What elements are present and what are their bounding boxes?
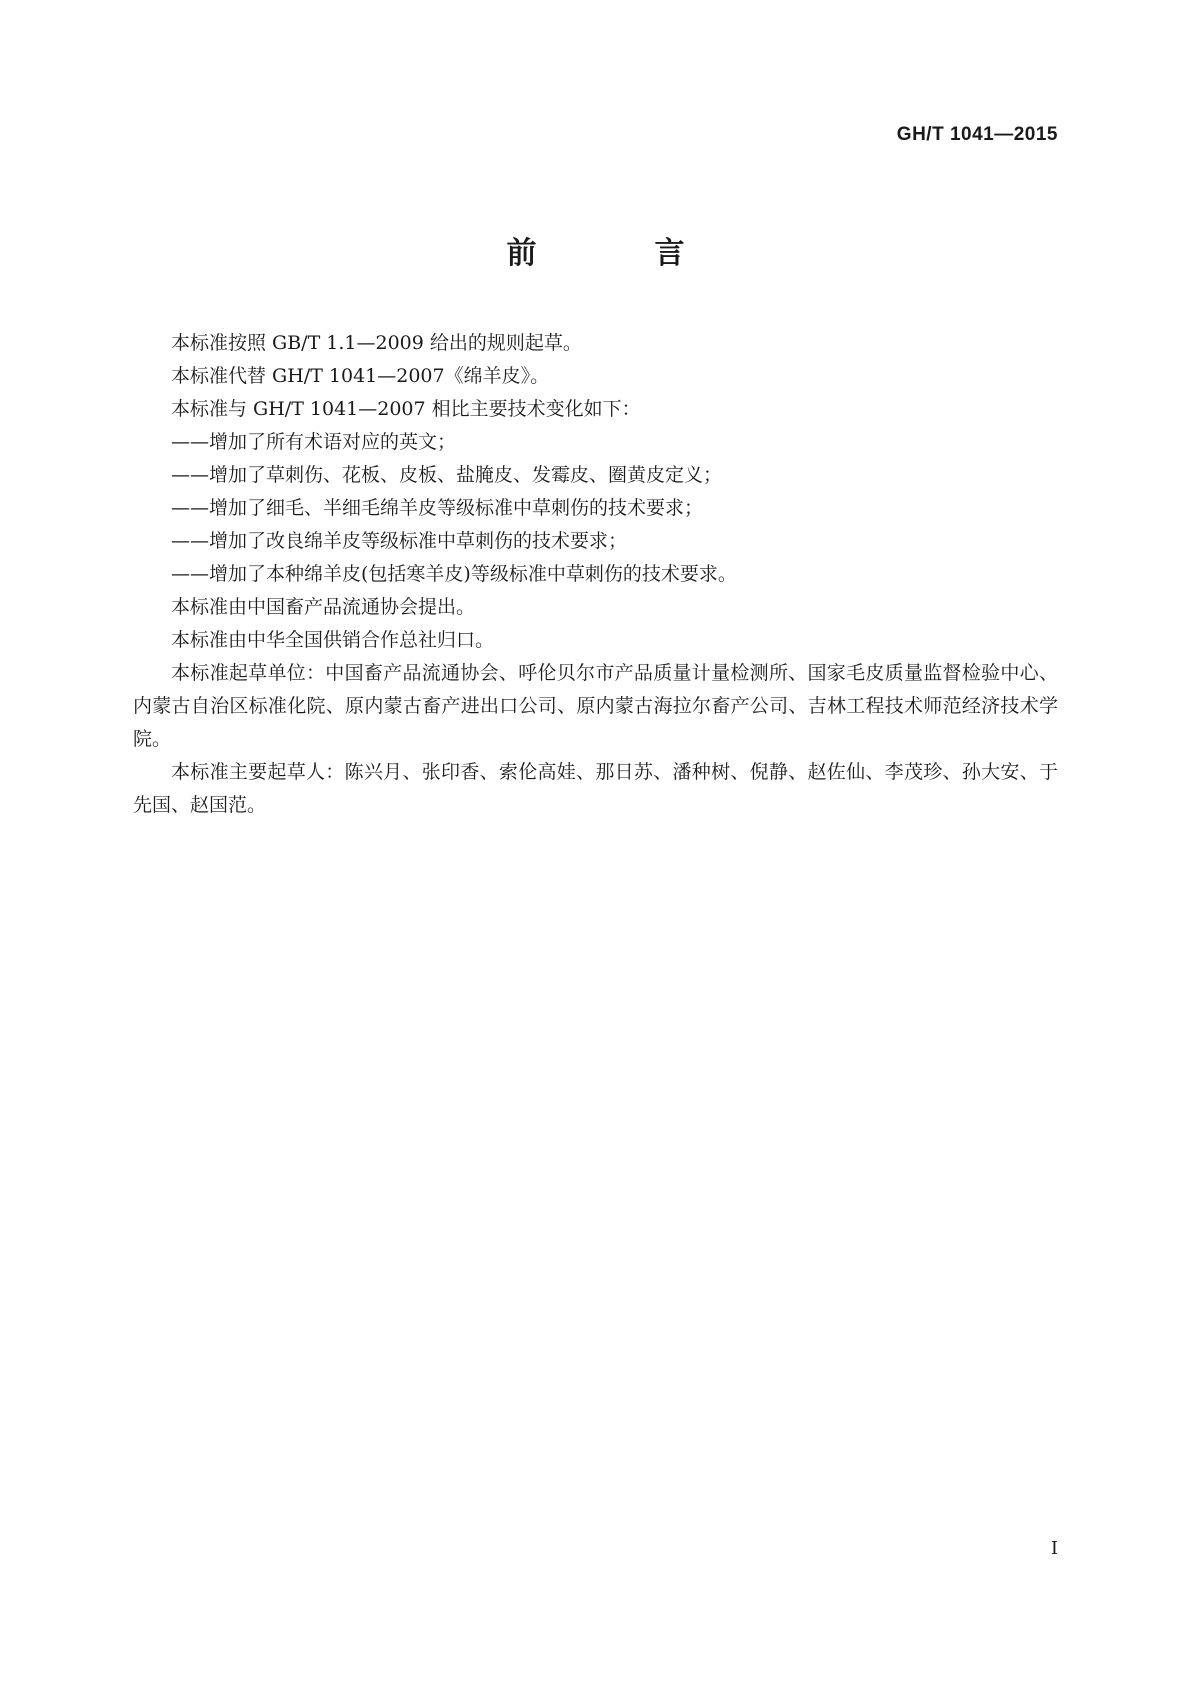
standard-code: GH/T 1041—2015 xyxy=(896,124,1058,145)
paragraph-drafters: 本标准主要起草人：陈兴月、张印香、索伦高娃、那日苏、潘种树、倪静、赵佐仙、李茂珍、孙大安、于先国、赵国范。 xyxy=(133,761,1058,816)
paragraph-drafting-units: 本标准起草单位：中国畜产品流通协会、呼伦贝尔市产品质量计量检测所、国家毛皮质量监督检验中心、内蒙古自治区标准化院、原内蒙古畜产进出口公司、原内蒙古海拉尔畜产公司、吉林工程技术师范经济技术学院。 xyxy=(133,662,1058,750)
paragraph-administrator: 本标准由中华全国供销合作总社归口。 xyxy=(171,629,495,651)
list-item: ——增加了细毛、半细毛绵羊皮等级标准中草刺伤的技术要求； xyxy=(171,497,704,519)
paragraph-changes-intro: 本标准与 GH/T 1041—2007 相比主要技术变化如下： xyxy=(171,398,641,420)
paragraph-drafting-rules: 本标准按照 GB/T 1.1—2009 给出的规则起草。 xyxy=(171,332,582,354)
list-item: ——增加了所有术语对应的英文； xyxy=(171,431,457,453)
paragraph-replaces: 本标准代替 GH/T 1041—2007《绵羊皮》。 xyxy=(171,365,550,387)
page-number: I xyxy=(1050,1538,1058,1559)
paragraph-proposer: 本标准由中国畜产品流通协会提出。 xyxy=(171,596,476,618)
list-item: ——增加了本种绵羊皮(包括寒羊皮)等级标准中草刺伤的技术要求。 xyxy=(171,563,737,585)
list-item: ——增加了改良绵羊皮等级标准中草刺伤的技术要求； xyxy=(171,530,628,552)
foreword-body xyxy=(133,327,1058,822)
list-item: ——增加了草刺伤、花板、皮板、盐腌皮、发霉皮、圈黄皮定义； xyxy=(171,464,723,486)
page-title: 前 言 xyxy=(506,236,729,271)
